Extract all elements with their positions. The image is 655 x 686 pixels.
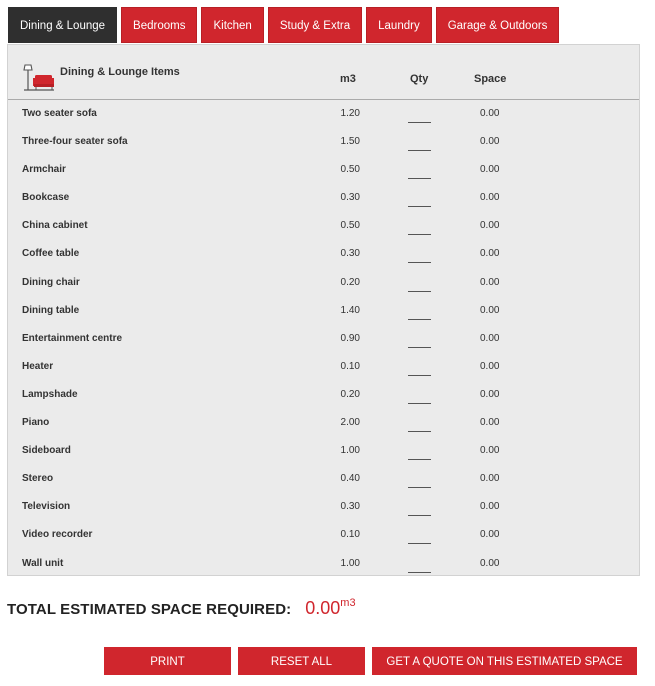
table-row xyxy=(8,465,639,493)
qty-input[interactable] xyxy=(408,443,431,460)
item-name: Entertainment centre xyxy=(22,332,123,344)
item-m3: 0.90 xyxy=(340,332,360,344)
qty-input[interactable] xyxy=(408,387,431,404)
item-m3: 0.30 xyxy=(340,501,360,513)
item-m3: 0.10 xyxy=(340,360,360,372)
item-name: Video recorder xyxy=(22,529,93,541)
column-m3: m3 xyxy=(340,73,356,85)
qty-input[interactable] xyxy=(408,471,431,488)
qty-input[interactable] xyxy=(408,190,431,207)
table-row xyxy=(8,212,639,240)
table-row xyxy=(8,409,639,437)
item-m3: 1.20 xyxy=(340,108,360,119)
table-row xyxy=(8,128,639,156)
item-name: Piano xyxy=(22,417,50,429)
get-quote-button[interactable]: GET A QUOTE ON THIS ESTIMATED SPACE xyxy=(372,647,637,675)
item-name: Armchair xyxy=(22,164,66,176)
table-row xyxy=(8,493,639,521)
item-space: 0.00 xyxy=(480,108,500,119)
qty-input[interactable] xyxy=(408,303,431,320)
tab-dining-lounge[interactable]: Dining & Lounge xyxy=(8,7,117,43)
item-space: 0.00 xyxy=(480,388,500,400)
qty-input[interactable] xyxy=(408,134,431,151)
qty-input[interactable] xyxy=(408,275,431,292)
item-name: Wall unit xyxy=(22,557,64,569)
qty-input[interactable] xyxy=(408,246,431,263)
column-qty: Qty xyxy=(410,73,429,85)
item-m3: 0.10 xyxy=(340,529,360,541)
item-m3: 1.00 xyxy=(340,445,360,457)
item-space: 0.00 xyxy=(480,473,500,485)
item-m3: 0.20 xyxy=(340,276,360,288)
qty-input[interactable] xyxy=(408,415,431,432)
item-m3: 1.00 xyxy=(340,557,360,569)
item-space: 0.00 xyxy=(480,445,500,457)
qty-input[interactable] xyxy=(408,106,431,123)
item-name: Two seater sofa xyxy=(22,108,97,119)
lamp-sofa-icon xyxy=(22,63,56,93)
item-space: 0.00 xyxy=(480,332,500,344)
table-row xyxy=(8,521,639,549)
total-unit: m3 xyxy=(340,597,356,609)
item-space: 0.00 xyxy=(480,360,500,372)
item-m3: 1.40 xyxy=(340,304,360,316)
tab-laundry[interactable]: Laundry xyxy=(366,7,432,43)
table-row xyxy=(8,100,639,128)
table-row xyxy=(8,156,639,184)
item-space: 0.00 xyxy=(480,248,500,260)
item-name: Sideboard xyxy=(22,445,71,457)
item-m3: 0.50 xyxy=(340,220,360,232)
item-m3: 0.40 xyxy=(340,473,360,485)
table-row xyxy=(8,297,639,325)
item-name: Dining table xyxy=(22,304,80,316)
item-m3: 2.00 xyxy=(340,417,360,429)
item-name: Three-four seater sofa xyxy=(22,136,128,148)
item-name: China cabinet xyxy=(22,220,88,232)
total-value: 0.00 xyxy=(305,598,341,618)
qty-input[interactable] xyxy=(408,556,431,573)
item-space: 0.00 xyxy=(480,501,500,513)
qty-input[interactable] xyxy=(408,499,431,516)
table-row xyxy=(8,550,639,578)
qty-input[interactable] xyxy=(408,218,431,235)
item-space: 0.00 xyxy=(480,557,500,569)
table-row xyxy=(8,381,639,409)
item-space: 0.00 xyxy=(480,220,500,232)
table-row xyxy=(8,437,639,465)
item-name: Bookcase xyxy=(22,192,70,204)
total-label: TOTAL ESTIMATED SPACE REQUIRED: xyxy=(7,601,292,618)
item-m3: 0.20 xyxy=(340,388,360,400)
table-row xyxy=(8,184,639,212)
qty-input[interactable] xyxy=(408,359,431,376)
qty-input[interactable] xyxy=(408,527,431,544)
tab-garage-outdoors[interactable]: Garage & Outdoors xyxy=(436,7,560,43)
item-space: 0.00 xyxy=(480,304,500,316)
item-space: 0.00 xyxy=(480,136,500,148)
qty-input[interactable] xyxy=(408,331,431,348)
reset-all-button[interactable]: RESET ALL xyxy=(238,647,365,675)
tab-kitchen[interactable]: Kitchen xyxy=(201,7,263,43)
items-list xyxy=(8,100,639,578)
item-name: Coffee table xyxy=(22,248,80,260)
item-space: 0.00 xyxy=(480,417,500,429)
table-row xyxy=(8,353,639,381)
item-m3: 1.50 xyxy=(340,136,360,148)
qty-input[interactable] xyxy=(408,162,431,179)
items-header xyxy=(8,45,639,100)
table-row xyxy=(8,269,639,297)
category-tabs xyxy=(8,7,563,44)
item-space: 0.00 xyxy=(480,164,500,176)
item-name: Dining chair xyxy=(22,276,80,288)
column-space: Space xyxy=(474,73,507,85)
items-panel xyxy=(7,44,640,576)
total-space xyxy=(7,598,356,619)
tab-bedrooms[interactable]: Bedrooms xyxy=(121,7,197,43)
item-m3: 0.50 xyxy=(340,164,360,176)
item-space: 0.00 xyxy=(480,192,500,204)
print-button[interactable]: PRINT xyxy=(104,647,231,675)
item-name: Heater xyxy=(22,360,54,372)
item-m3: 0.30 xyxy=(340,192,360,204)
item-space: 0.00 xyxy=(480,529,500,541)
item-name: Lampshade xyxy=(22,388,78,400)
item-m3: 0.30 xyxy=(340,248,360,260)
item-name: Television xyxy=(22,501,71,513)
item-space: 0.00 xyxy=(480,276,500,288)
item-name: Stereo xyxy=(22,473,54,485)
table-row xyxy=(8,325,639,353)
tab-study-extra[interactable]: Study & Extra xyxy=(268,7,362,43)
table-row xyxy=(8,240,639,268)
section-title: Dining & Lounge Items xyxy=(60,66,180,78)
